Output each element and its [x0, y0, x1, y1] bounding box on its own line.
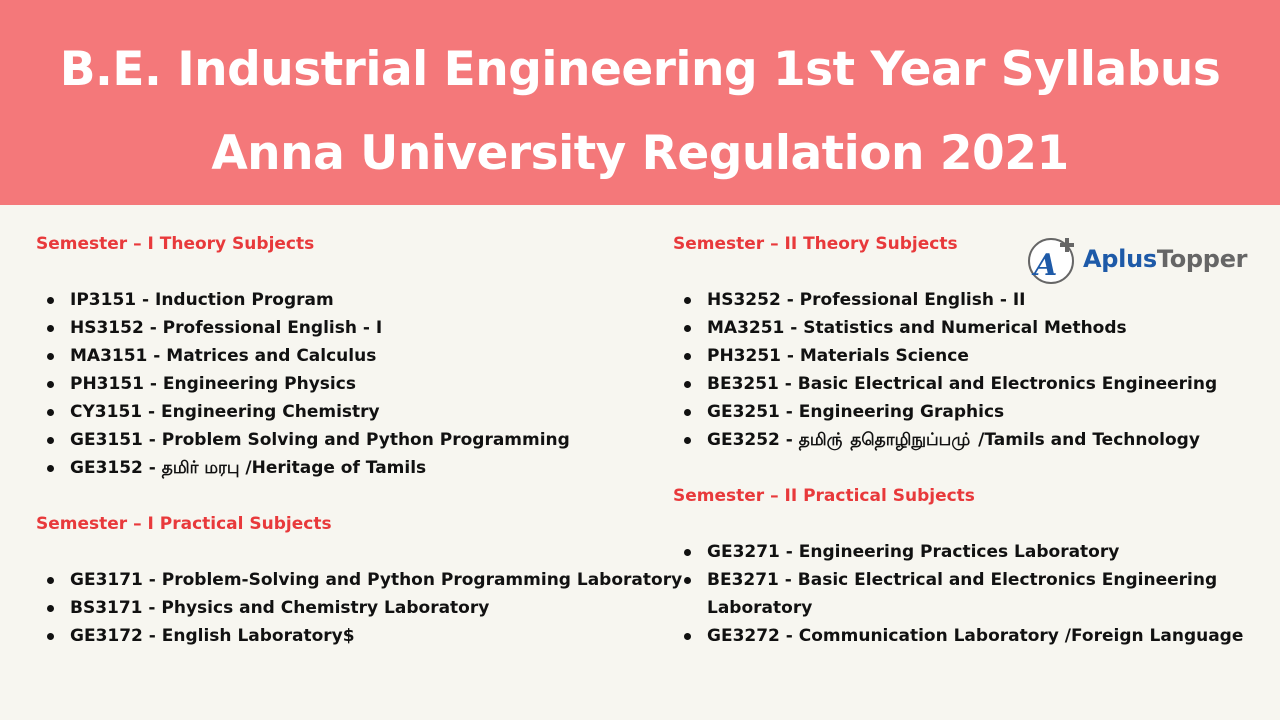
semester-2-practical-list — [673, 538, 1253, 650]
subject-text: BS3171 - Physics and Chemistry Laboratory — [70, 598, 490, 618]
list-item — [673, 370, 1253, 398]
list-item — [673, 426, 1253, 454]
bullet-icon — [47, 325, 54, 332]
list-item — [673, 622, 1253, 650]
list-item — [36, 286, 666, 314]
subject-text: GE3272 - Communication Laboratory /Foreign Language — [707, 626, 1244, 646]
list-item — [36, 454, 666, 482]
bullet-icon — [47, 381, 54, 388]
semester-1-practical-list — [36, 566, 683, 650]
subject-text: GE3271 - Engineering Practices Laboratory — [707, 542, 1120, 562]
bullet-icon — [684, 325, 691, 332]
subject-text: PH3251 - Materials Science — [707, 346, 969, 366]
bullet-icon — [684, 633, 691, 640]
bullet-icon — [684, 437, 691, 444]
subject-text: HS3152 - Professional English - I — [70, 318, 383, 338]
list-item — [673, 538, 1253, 566]
list-item — [36, 314, 666, 342]
bullet-icon — [47, 437, 54, 444]
subject-text: MA3251 - Statistics and Numerical Methods — [707, 318, 1127, 338]
bullet-icon — [684, 409, 691, 416]
semester-1-practical-heading: Semester – I Practical Subjects — [36, 514, 332, 534]
subject-text: GE3251 - Engineering Graphics — [707, 402, 1005, 422]
list-item — [673, 342, 1253, 370]
semester-1-column — [36, 230, 683, 678]
bullet-icon — [47, 605, 54, 612]
list-item — [36, 426, 666, 454]
subject-text: BE3271 - Basic Electrical and Electronics Engineering Laboratory — [707, 570, 1218, 618]
title-banner — [0, 0, 1280, 205]
bullet-icon — [684, 297, 691, 304]
list-item — [36, 566, 683, 594]
list-item — [36, 594, 666, 622]
bullet-icon — [47, 465, 54, 472]
subject-text: BE3251 - Basic Electrical and Electronics Engineering — [707, 374, 1218, 394]
list-item — [673, 286, 1253, 314]
list-item — [673, 314, 1253, 342]
list-item — [673, 566, 1253, 622]
bullet-icon — [47, 577, 54, 584]
bullet-icon — [684, 549, 691, 556]
semester-1-theory-list — [36, 286, 666, 482]
page-title-line-2: Anna University Regulation 2021 — [211, 126, 1069, 181]
bullet-icon — [47, 297, 54, 304]
semester-2-theory-list — [673, 286, 1253, 454]
subject-text: GE3152 - தமிர் மரபு /Heritage of Tamils — [70, 458, 427, 478]
list-item — [36, 622, 666, 650]
bullet-icon — [684, 353, 691, 360]
semester-2-column — [673, 230, 1253, 678]
bullet-icon — [47, 353, 54, 360]
subject-text: GE3252 - தமிரு் ததொழிநுப்பமு் /Tamils and Technology — [707, 430, 1200, 450]
logo-text-topper: Topper — [1156, 245, 1248, 273]
subject-text: GE3151 - Problem Solving and Python Programming — [70, 430, 570, 450]
logo-text-aplus: Aplus — [1083, 245, 1157, 273]
bullet-icon — [684, 381, 691, 388]
subject-text: HS3252 - Professional English - II — [707, 290, 1026, 310]
svg-text:A: A — [1034, 248, 1058, 283]
page-title-line-1: B.E. Industrial Engineering 1st Year Syllabus — [59, 42, 1221, 97]
subject-text: PH3151 - Engineering Physics — [70, 374, 356, 394]
subject-text: GE3172 - English Laboratory$ — [70, 626, 355, 646]
list-item — [36, 370, 666, 398]
bullet-icon — [47, 409, 54, 416]
list-item — [36, 398, 666, 426]
subject-text: MA3151 - Matrices and Calculus — [70, 346, 377, 366]
list-item — [673, 398, 1253, 426]
bullet-icon — [684, 577, 691, 584]
subject-text: IP3151 - Induction Program — [70, 290, 334, 310]
semester-2-theory-heading: Semester – II Theory Subjects — [673, 234, 958, 254]
bullet-icon — [47, 633, 54, 640]
semester-2-practical-heading: Semester – II Practical Subjects — [673, 486, 975, 506]
semester-1-theory-heading: Semester – I Theory Subjects — [36, 234, 315, 254]
list-item — [36, 342, 666, 370]
subject-text: GE3171 - Problem-Solving and Python Programming Laboratory — [70, 570, 683, 590]
subject-text: CY3151 - Engineering Chemistry — [70, 402, 380, 422]
